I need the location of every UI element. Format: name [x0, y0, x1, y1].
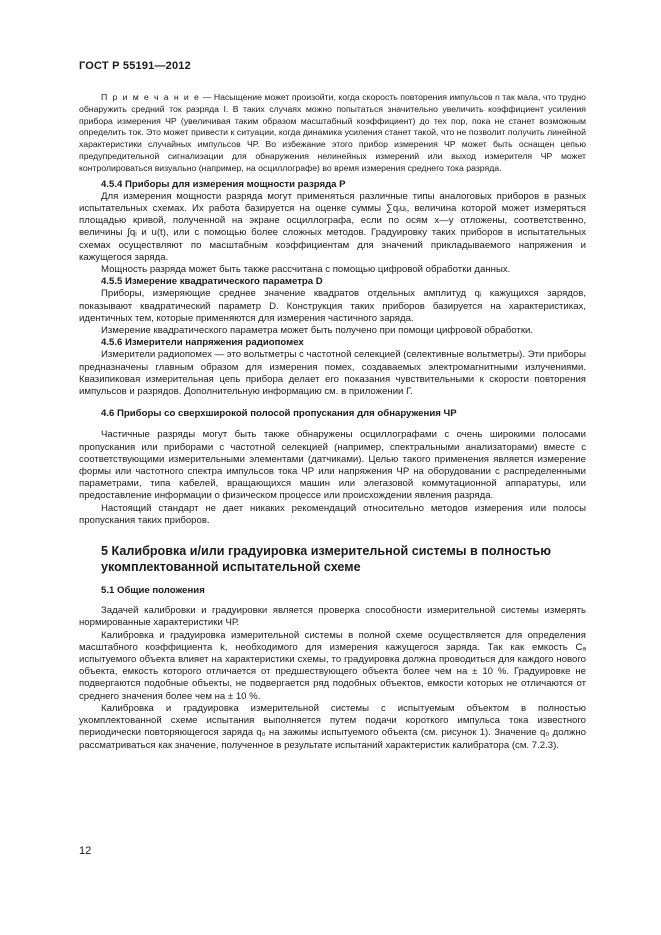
page-body	[79, 92, 586, 752]
document-code: ГОСТ Р 55191—2012	[79, 60, 191, 72]
paragraph: Калибровка и градуировка измерительной системы с испытуемым объектом в полностью укомплектованной схеме испытания выполняется путем подачи короткого импульса тока известного периодически повторяющегося заряда q₀ на зажимы испытуемого объекта (см. рисунок 1). Значение q₀ должно рассматриваться как значение, полученное в результате испытаний характеристик калибратора (см. 7.2.3).	[79, 702, 586, 751]
paragraph: Для измерения мощности разряда могут применяться различные типы аналоговых приборов в разных испытательных схемах. Их работа базируется на оценке суммы ∑qᵢuᵢ, величина которой может измеряться площадью кривой, полученной на экране осциллографа, если по осям x—y отложены, соответственно, величины ∫qᵢ и u(t), или с помощью более сложных методов. Градуировку таких приборов в испытательных схемах осуществляют по масштабным коэффициентам для значений прикладываемого напряжения и кажущегося заряда.	[79, 190, 586, 263]
heading-4-5-6: 4.5.6 Измерители напряжения радиопомех	[101, 337, 304, 349]
heading-4-5-5: 4.5.5 Измерение квадратического параметра D	[101, 276, 323, 288]
paragraph: Измерение квадратического параметра может быть получено при помощи цифровой обработки.	[101, 325, 534, 337]
paragraph: Задачей калибровки и градуировки является проверка способности измерительной системы измерять нормированные характеристики ЧР.	[79, 605, 586, 629]
paragraph: Калибровка и градуировка измерительной системы в полной схеме осуществляется для определения масштабного коэффициента k, необходимого для измерения кажущегося заряда. Так как емкость Cₐ испытуемого объекта влияет на характеристики схемы, то градуировка должна проводиться для каждого нового объекта, емкость которого отличается от предшествующего объекта более чем на ± 10 %. Градуировке не подвергаются подобные объекты, не подвергается ряд подобных объектов, емкости которых не отличаются от среднего значения более чем на ± 10 %.	[79, 629, 586, 702]
paragraph: Мощность разряда может быть также рассчитана с помощью цифровой обработки данных.	[101, 264, 511, 275]
paragraph: Приборы, измеряющие среднее значение квадратов отдельных амплитуд qᵢ кажущихся зарядов, показывают квадратический параметр D. Конструкция таких приборов базируется на характеристиках, идентичных тем, которые применяются для измерения частичного заряда.	[79, 288, 586, 324]
paragraph: Настоящий стандарт не дает никаких рекомендаций относительно методов измерения или полосы пропускания таких приборов.	[79, 502, 586, 526]
note-paragraph	[79, 92, 586, 175]
heading-5-1: 5.1 Общие положения	[101, 585, 205, 597]
note-label: П р и м е ч а н и е	[101, 92, 201, 102]
heading-section-5: 5 Калибровка и/или градуировка измерительной системы в полностью укомплектованной испытательной схеме	[101, 544, 552, 575]
heading-4-5-4: 4.5.4 Приборы для измерения мощности разряда P	[101, 178, 346, 190]
paragraph: Измерители радиопомех — это вольтметры с частотной селекцией (селективные вольтметры). Эти приборы предназначены главным образом для измерения помех, создаваемых электромагнитными излучениями. Квазипиковая измерительная цепь прибора делает его показания чувствительными к скорости повторения импульсов и разрядов. Дополнительную информацию см. в приложении Г.	[79, 349, 586, 398]
page-number: 12	[79, 845, 92, 857]
heading-4-6: 4.6 Приборы со сверхширокой полосой пропускания для обнаружения ЧР	[101, 408, 457, 420]
note-text: — Насыщение может произойти, когда скорость повторения импульсов n так мала, что трудно обнаружить средний ток разряда I. В таких случаях можно попытаться значительно увеличить коэффициент усиления прибора измерения ЧР (увеличивая таким образом масштабный коэффициент) до тех пор, пока не станет возможным определить ток. Это может привести к ситуации, когда динамика усиления станет такой, что не позволит получить линейной характеристики случайных импульсов ЧР. Во избежание этого прибор измерения ЧР может быть оснащен цепью предупредительной сигнализации для обнаружения нелинейных измерений или выход измерителя ЧР может контролироваться визуально (например, на осциллографе) во время измерения среднего тока разряда.	[79, 92, 586, 173]
paragraph: Частичные разряды могут быть также обнаружены осциллографами с очень широкими полосами пропускания или приборами с частотной селекцией (например, спектральными анализаторами) вместе с соответствующими измерительными элементами (датчиками). Целью такого применения является измерение формы или частотного спектра импульсов тока ЧР или напряжения ЧР на оборудовании с распределенными параметрами, типа кабелей, вращающихся машин или элегазовой коммутационной аппаратуры, или предоставление информации о физическом процессе или происхождении явления разряда.	[79, 429, 586, 502]
